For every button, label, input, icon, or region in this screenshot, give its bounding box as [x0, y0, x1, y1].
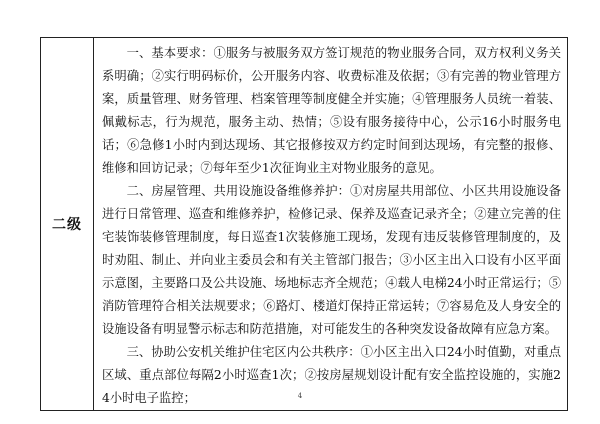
grade-cell: [41, 38, 94, 411]
requirements-cell: [94, 38, 568, 411]
paragraph-house-maintenance: 二、房屋管理、共用设施设备维修养护：①对房屋共用部位、小区共用设施设备进行日常管理、巡查和维修养护，检修记录、保养及巡查记录齐全；②建立完善的住宅装饰装修管理制度，每日巡查1次装修施工现场，发现有违反装修管理制度的，及时劝阻、制止、并向业主委员会和有关主管部门报告；③小区主出入口设有小区平面示意图，主要路口及公共设施、场地标志齐全规范；④载人电梯24小时正常运行；⑤消防管理符合相关法规要求；⑥路灯、楼道灯保持正常运转；⑦容易危及人身安全的设施设备有明显警示标志和防范措施，对可能发生的各种突发设备故障有应急方案。: [102, 184, 561, 336]
paragraph-public-order: 三、协助公安机关维护住宅区内公共秩序：①小区主出入口24小时值勤，对重点区域、重点部位每隔2小时巡查1次；②按房屋规划设计配有安全监控设施的，实施24小时电子监控；: [102, 345, 561, 405]
page-number: 4: [297, 392, 303, 400]
grade-label: 二级: [52, 217, 82, 233]
paragraph-basic-requirements: 一、基本要求：①服务与被服务双方签订规范的物业服务合同，双方权利义务关系明确；②实行明码标价，公开服务内容、收费标准及依据；③有完善的物业管理方案，质量管理、财务管理、档案管理等制度健全并实施；④管理服务人员统一着装、佩戴标志，行为规范，服务主动、热情；⑤设有服务接待中心，公示16小时服务电话；⑥急修1小时内到达现场、其它报修按双方约定时间到达现场，有完整的报修、维修和回访记录；⑦每年至少1次征询业主对物业服务的意见。: [102, 46, 561, 175]
service-standard-table: [40, 37, 568, 411]
table-row: [41, 38, 568, 411]
